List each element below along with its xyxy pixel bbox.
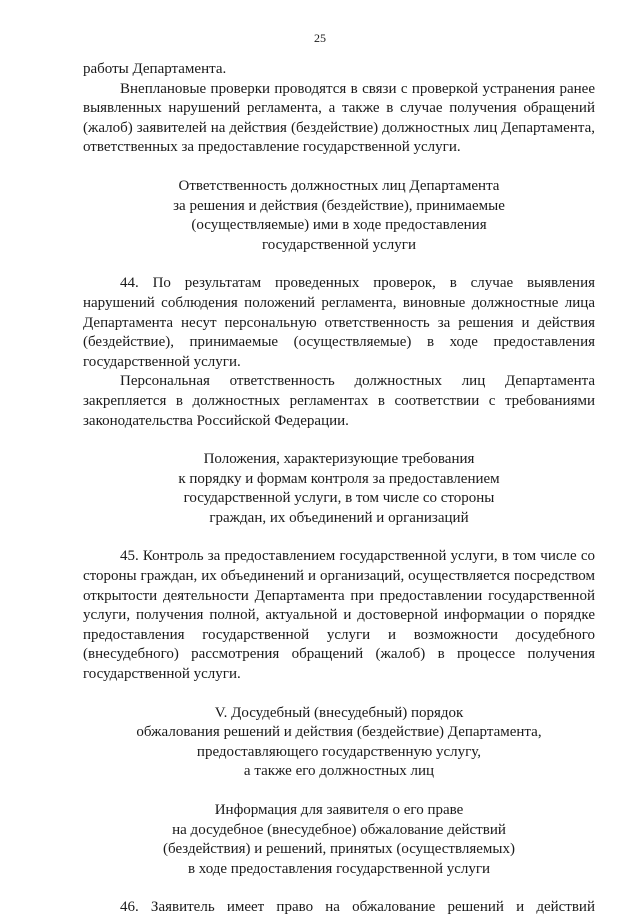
paragraph-unscheduled-inspections: Внеплановые проверки проводятся в связи с проверкой устранения ранее выявленных нарушений регламента, а также в случае получения обращений (жалоб) заявителей на действия (бездействие) должностных лиц Департамента, ответственных за предоставление государственной услуги. [83,80,595,156]
heading-line: V. Досудебный (внесудебный) порядок [214,704,464,721]
heading-line: (осуществляемые) ими в ходе предоставления [191,217,487,234]
section-heading-control-requirements [83,450,595,528]
heading-line: в ходе предоставления государственной услуги [187,860,491,877]
heading-line: государственной услуги, в том числе со стороны [183,490,495,507]
heading-line: предоставляющего государственную услугу, [196,743,482,760]
paragraph-continuation: работы Департамента. [83,61,227,77]
heading-line: граждан, их объединений и организаций [209,509,469,526]
section-heading-applicant-rights [83,801,595,879]
document-body [83,60,595,918]
heading-line: к порядку и формам контроля за предоставлением [178,470,500,487]
heading-line: за решения и действия (бездействие), принимаемые [173,197,505,214]
heading-line: (бездействия) и решений, принятых (осуществляемых) [163,841,515,858]
section-heading-pretrial-appeal [83,704,595,782]
page-number: 25 [314,31,326,45]
section-heading-responsibility [83,177,595,255]
heading-line: обжалования решений и действия (бездействие) Департамента, [136,724,542,741]
heading-line: на досудебное (внесудебное) обжалование действий [172,821,506,838]
heading-line: Положения, характеризующие требования [203,451,475,468]
heading-line: а также его должностных лиц [243,763,435,780]
paragraph-44: 44. По результатам проведенных проверок, в случае выявления нарушений соблюдения положений регламента, виновные должностные лица Департамента несут персональную ответственность за решения и действия (бездействие), принимаемые (осуществляемые) в ходе предоставления государственной услуги. [83,275,595,370]
paragraph-personal-responsibility: Персональная ответственность должностных лиц Департамента закрепляется в должностных регламентах в соответствии с требованиями законодательства Российской Федерации. [83,373,595,429]
paragraph-46: 46. Заявитель имеет право на обжалование решений и действий [120,899,595,916]
paragraph-45: 45. Контроль за предоставлением государственной услуги, в том числе со стороны граждан, их объединений и организаций, осуществляется посредством открытости деятельности Департамента при предоставлении государственной услуги, получения полной, актуальной и достоверной информации о порядке предоставления государственной услуги и возможности досудебного (внесудебного) рассмотрения обращений (жалоб) в процессе получения государственной услуги. [83,548,595,683]
heading-line: Информация для заявителя о его праве [214,802,464,818]
heading-line: государственной услуги [262,236,416,253]
heading-line: Ответственность должностных лиц Департамента [178,177,500,194]
